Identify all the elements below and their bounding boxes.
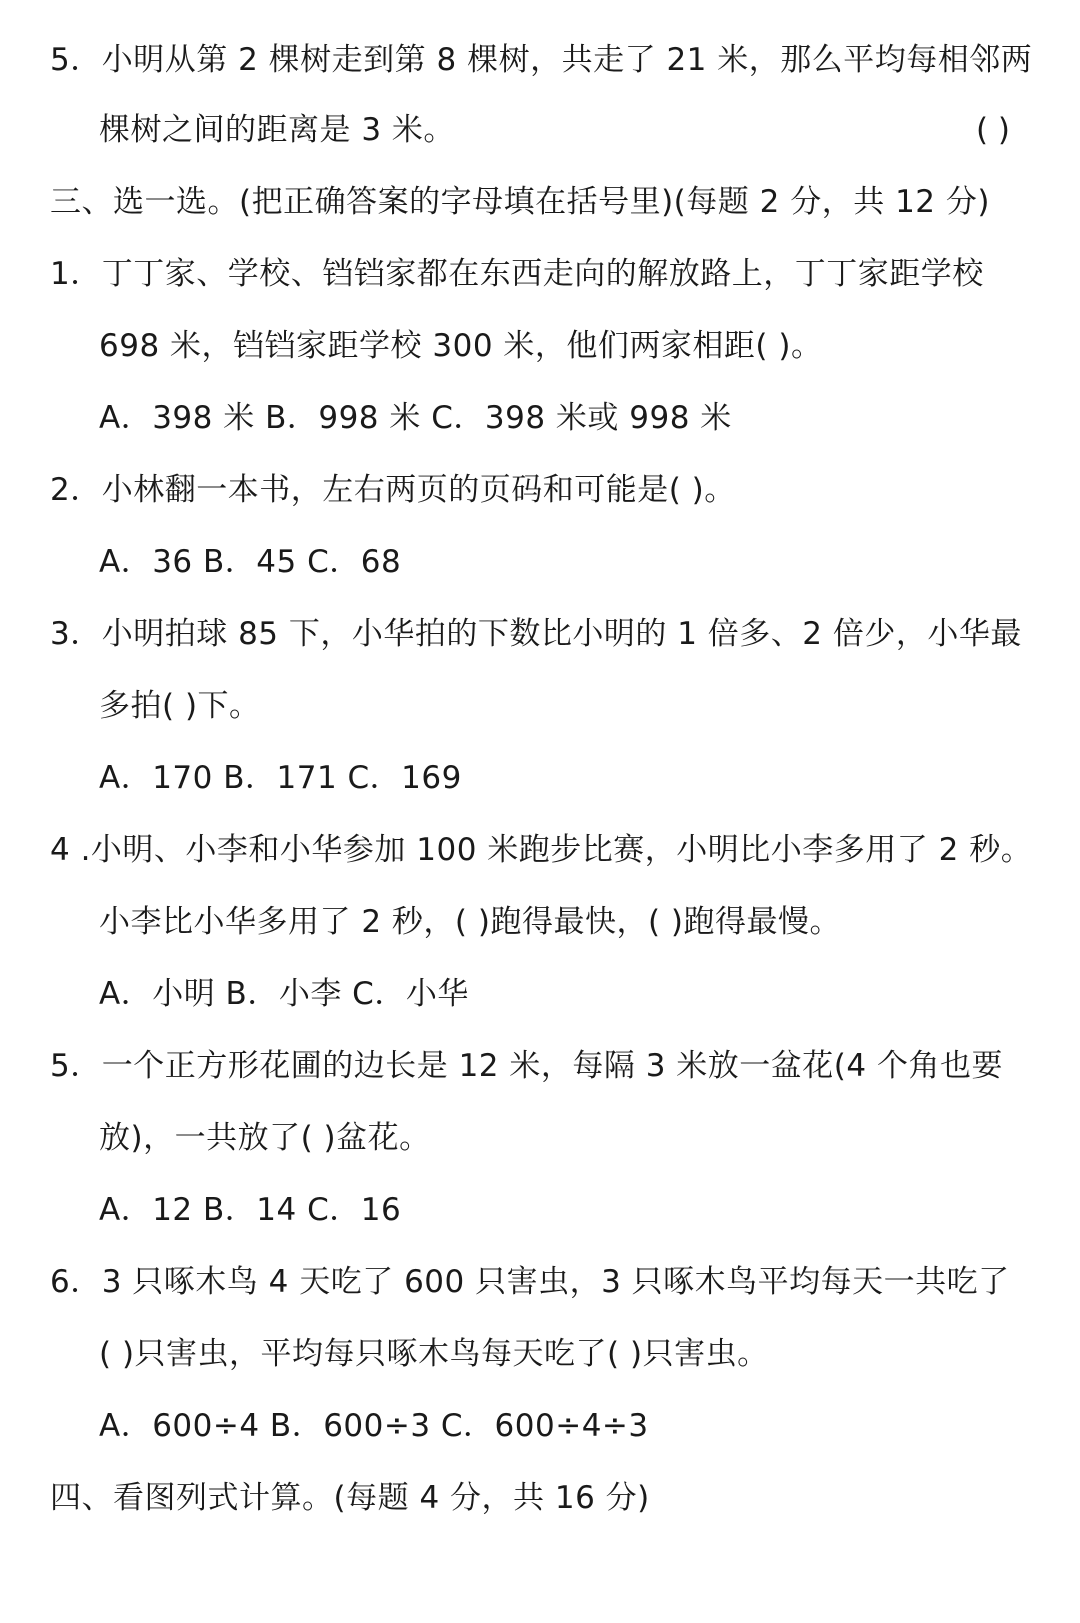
judge-5-answer-parentheses: ( ) xyxy=(975,112,1010,148)
section-3-heading: 三、选一选。(把正确答案的字母填在括号里)(每题 2 分，共 12 分) xyxy=(50,184,990,220)
question-2-options: A．36 B．45 C．68 xyxy=(99,544,402,580)
question-2-line-1: 2．小林翻一本书，左右两页的页码和可能是( )。 xyxy=(50,472,736,508)
judge-5-line-1: 5．小明从第 2 棵树走到第 8 棵树，共走了 21 米，那么平均每相邻两 xyxy=(50,42,1033,78)
section-4-heading: 四、看图列式计算。(每题 4 分，共 16 分) xyxy=(50,1480,650,1516)
question-6-line-1: 6．3 只啄木鸟 4 天吃了 600 只害虫，3 只啄木鸟平均每天一共吃了 xyxy=(50,1264,1010,1300)
judge-5-line-2: 棵树之间的距离是 3 米。 xyxy=(99,112,455,148)
question-4-line-1: 4 .小明、小李和小华参加 100 米跑步比赛，小明比小李多用了 2 秒。 xyxy=(50,832,1033,868)
question-5-line-2: 放)，一共放了( )盆花。 xyxy=(99,1120,431,1156)
question-6-options: A．600÷4 B．600÷3 C．600÷4÷3 xyxy=(99,1408,649,1444)
question-3-line-1: 3．小明拍球 85 下，小华拍的下数比小明的 1 倍多、2 倍少，小华最 xyxy=(50,616,1022,652)
question-3-options: A．170 B．171 C．169 xyxy=(99,760,462,796)
question-1-line-1: 1．丁丁家、学校、铛铛家都在东西走向的解放路上，丁丁家距学校 xyxy=(50,256,984,292)
question-1-options: A．398 米 B．998 米 C．398 米或 998 米 xyxy=(99,400,732,436)
question-5-options: A．12 B．14 C．16 xyxy=(99,1192,402,1228)
question-1-line-2: 698 米，铛铛家距学校 300 米，他们两家相距( )。 xyxy=(99,328,823,364)
question-4-options: A．小明 B．小李 C．小华 xyxy=(99,976,469,1012)
question-6-line-2: ( )只害虫，平均每只啄木鸟每天吃了( )只害虫。 xyxy=(99,1336,769,1372)
question-4-line-2: 小李比小华多用了 2 秒，( )跑得最快，( )跑得最慢。 xyxy=(99,904,842,940)
question-3-line-2: 多拍( )下。 xyxy=(99,688,261,724)
question-5-line-1: 5．一个正方形花圃的边长是 12 米，每隔 3 米放一盆花(4 个角也要 xyxy=(50,1048,1003,1084)
